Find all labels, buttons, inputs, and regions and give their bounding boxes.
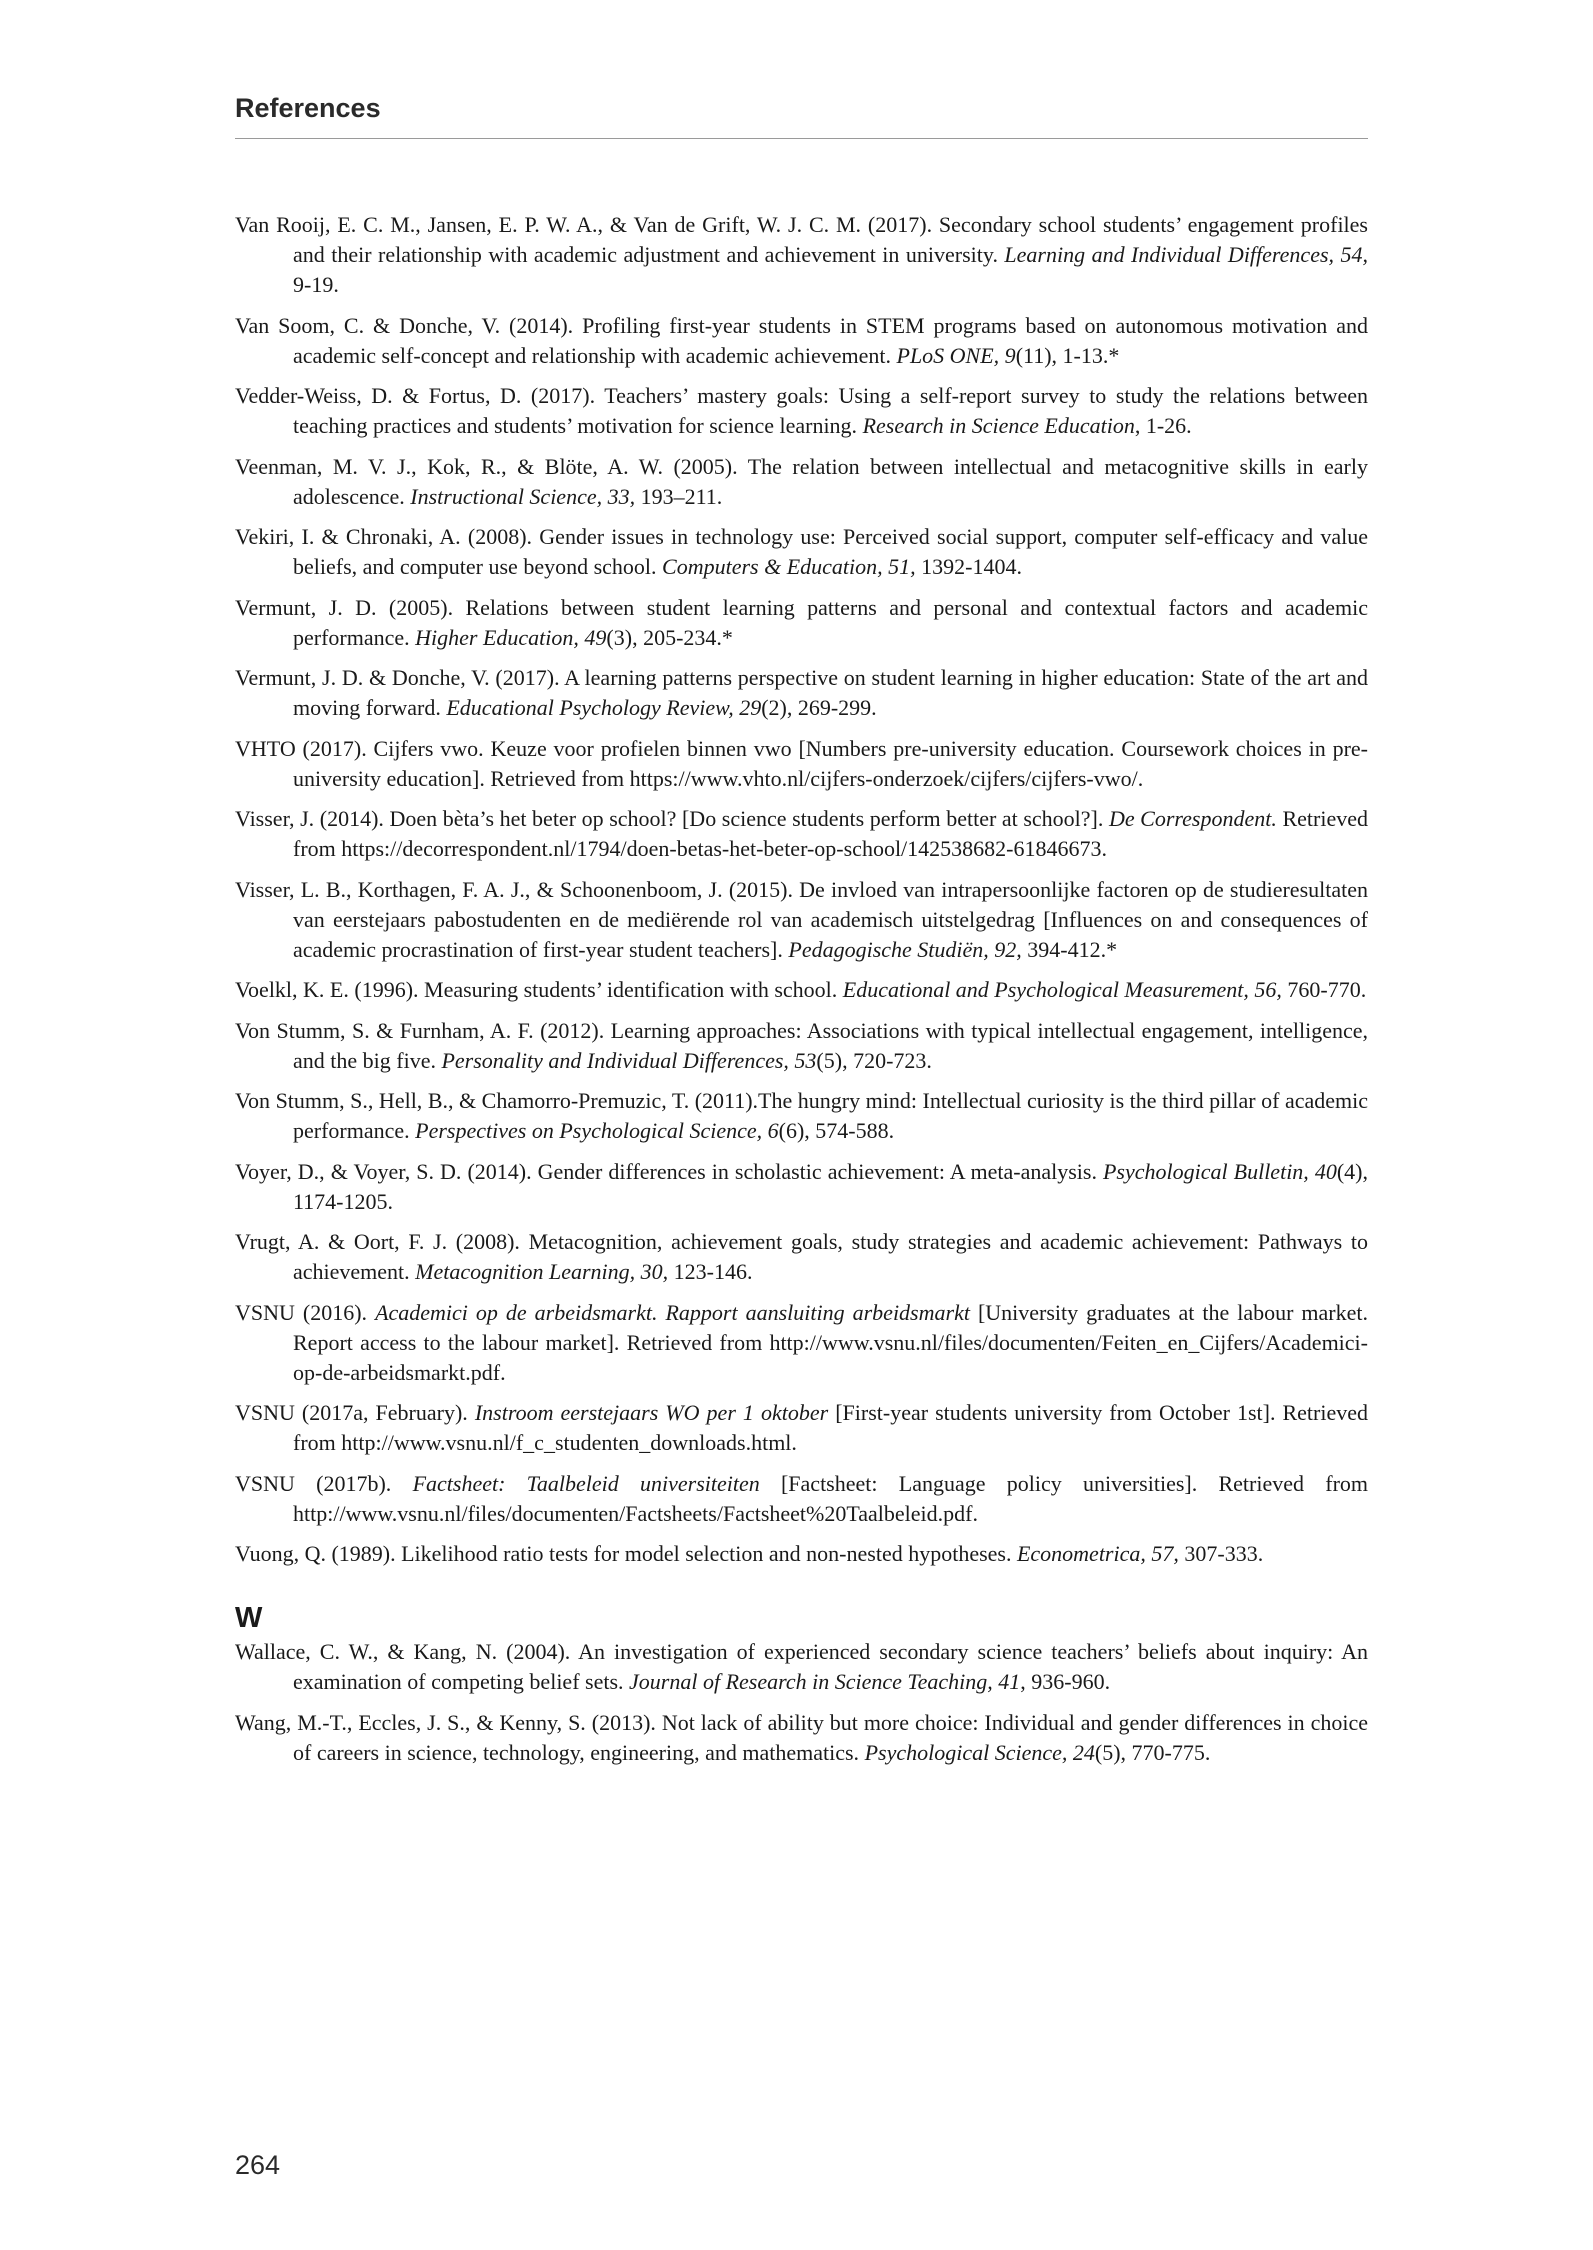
reference-text: (11), 1-13.* xyxy=(1015,342,1120,368)
reference-text: VSNU (2017a, February). xyxy=(235,1400,475,1425)
reference-source-title: Journal of Research in Science Teaching, 41 xyxy=(629,1669,1021,1694)
reference-source-title: Educational and Psychological Measurement, 56, xyxy=(842,977,1282,1002)
reference-text: 123-146. xyxy=(668,1259,753,1284)
page-number: 264 xyxy=(235,2150,281,2180)
reference-entry xyxy=(235,593,1368,653)
reference-entry xyxy=(235,1398,1368,1458)
reference-entry xyxy=(235,734,1368,794)
reference-text: Van Rooij, E. C. M., Jansen, E. P. W. A., & Van de Grift, W. J. C. M. (2017). Secondary school students’ engagement profiles and their relationship with academic adjustment and achievement in university. xyxy=(235,212,1368,267)
reference-text: Vermunt, J. D. (2005). Relations between student learning patterns and personal and contextual factors and academic performance. xyxy=(235,594,1368,650)
reference-text: Wang, M.-T., Eccles, J. S., & Kenny, S. (2013). Not lack of ability but more choice: Individual and gender differences in choice of careers in science, technology, engineering, and mathematics. xyxy=(235,1709,1368,1765)
reference-text: Van Soom, C. & Donche, V. (2014). Profiling first-year students in STEM programs based on autonomous motivation and academic self-concept and relationship with academic achievement. xyxy=(235,312,1368,368)
reference-text: Von Stumm, S., Hell, B., & Chamorro-Premuzic, T. (2011).The hungry mind: Intellectual curiosity is the third pillar of academic performance. xyxy=(235,1088,1368,1143)
reference-entry xyxy=(235,1637,1368,1697)
running-head-title: References xyxy=(235,93,381,123)
reference-text: (6), 574-588. xyxy=(778,1118,895,1143)
reference-entry xyxy=(235,663,1368,723)
reference-list xyxy=(235,210,1368,1778)
reference-entry xyxy=(235,1086,1368,1146)
reference-entry xyxy=(235,1016,1368,1076)
reference-text: 193–211. xyxy=(635,483,723,509)
reference-text: , 936-960. xyxy=(1020,1669,1111,1694)
reference-text: [First-year students university from October 1st]. Retrieved from http://www.vsnu.nl/f_c_studenten_downloads.html. xyxy=(293,1400,1368,1455)
reference-entry xyxy=(235,875,1368,965)
section-heading-w: W xyxy=(235,1602,263,1634)
reference-entry xyxy=(235,975,1368,1005)
reference-entry xyxy=(235,804,1368,864)
reference-text: Visser, J. (2014). Doen bèta’s het beter op school? [Do science students perform better at school?]. xyxy=(235,806,1109,831)
reference-text: VSNU (2016). xyxy=(235,1299,376,1325)
reference-text: 1392-1404. xyxy=(915,554,1022,579)
reference-source-title: Personality and Individual Differences, 53 xyxy=(441,1047,817,1073)
reference-text: , 1-26. xyxy=(1134,413,1192,438)
reference-source-title: Learning and Individual Differences, 54, xyxy=(1004,242,1368,267)
reference-text: (3), 205-234.* xyxy=(606,624,733,650)
reference-text: Vuong, Q. (1989). Likelihood ratio tests for model selection and non-nested hypotheses. xyxy=(235,1541,1017,1566)
reference-source-title: De Correspondent. xyxy=(1108,806,1277,831)
reference-source-title: Perspectives on Psychological Science, 6 xyxy=(415,1118,779,1143)
references-w-section xyxy=(235,1637,1368,1768)
reference-text: VHTO (2017). Cijfers vwo. Keuze voor profielen binnen vwo [Numbers pre-university education. Coursework choices in pre-university education]. Retrieved from https://www.vhto.nl/cijfers-onderzoek/cijfers/cijfers-vwo/. xyxy=(235,735,1368,791)
reference-text: (2), 269-299. xyxy=(761,695,877,720)
reference-source-title: Instroom eerstejaars WO per 1 oktober xyxy=(474,1400,829,1425)
header-divider xyxy=(235,138,1368,139)
reference-text: 394-412.* xyxy=(1021,936,1118,962)
reference-text: Vrugt, A. & Oort, F. J. (2008). Metacognition, achievement goals, study strategies and academic achievement: Pathways to achievement. xyxy=(235,1229,1368,1284)
reference-source-title: Psychological Science, 24 xyxy=(864,1739,1095,1765)
reference-text: [Factsheet: Language policy universities]. Retrieved from http://www.vsnu.nl/files/documenten/Factsheets/Factsheet%20Taalbeleid.pdf. xyxy=(293,1470,1369,1526)
reference-source-title: Research in Science Education xyxy=(862,413,1135,438)
reference-source-title: Metacognition Learning, 30, xyxy=(415,1259,669,1284)
reference-entry xyxy=(235,1539,1368,1569)
reference-entry xyxy=(235,452,1368,512)
reference-entry xyxy=(235,522,1368,582)
reference-text: Vekiri, I. & Chronaki, A. (2008). Gender issues in technology use: Perceived social support, computer self-efficacy and value beliefs, and computer use beyond school. xyxy=(235,524,1368,579)
reference-text: (4), 1174-1205. xyxy=(293,1158,1368,1214)
reference-text: (5), 720-723. xyxy=(816,1047,932,1073)
reference-source-title: Computers & Education, 51, xyxy=(662,554,916,579)
reference-source-title: Econometrica, 57, xyxy=(1016,1541,1179,1566)
reference-text: VSNU (2017b). xyxy=(235,1470,413,1496)
reference-text: Vedder-Weiss, D. & Fortus, D. (2017). Teachers’ mastery goals: Using a self-report survey to study the relations between teaching practices and students’ motivation for science learning. xyxy=(235,383,1368,438)
reference-text: Von Stumm, S. & Furnham, A. F. (2012). Learning approaches: Associations with typical intellectual engagement, intelligence, and the big five. xyxy=(235,1017,1368,1073)
reference-source-title: Psychological Bulletin, 40 xyxy=(1102,1158,1337,1184)
reference-text: Vermunt, J. D. & Donche, V. (2017). A learning patterns perspective on student learning in higher education: State of the art and moving forward. xyxy=(235,665,1368,720)
reference-text: 307-333. xyxy=(1178,1541,1264,1566)
reference-source-title: Academici op de arbeidsmarkt. Rapport aansluiting arbeidsmarkt xyxy=(375,1299,970,1325)
reference-text: 9-19. xyxy=(293,272,339,297)
reference-entry xyxy=(235,1708,1368,1768)
reference-source-title: PLoS ONE, 9 xyxy=(896,342,1016,368)
reference-entry xyxy=(235,1298,1368,1388)
reference-source-title: Higher Education, 49 xyxy=(415,624,607,650)
reference-text: Wallace, C. W., & Kang, N. (2004). An investigation of experienced secondary science teachers’ beliefs about inquiry: An examination of competing belief sets. xyxy=(235,1639,1368,1694)
reference-text: [University graduates at the labour market. Report access to the labour market]. Retrieved from http://www.vsnu.nl/files/documenten/Feiten_en_Cijfers/Academici-op-de-arbeidsmarkt.pdf. xyxy=(293,1299,1368,1385)
reference-entry xyxy=(235,210,1368,300)
reference-entry xyxy=(235,381,1368,441)
reference-entry xyxy=(235,1469,1368,1529)
reference-source-title: Factsheet: Taalbeleid universiteiten xyxy=(412,1470,760,1496)
reference-source-title: Educational Psychology Review, 29 xyxy=(446,695,762,720)
reference-source-title: Instructional Science, 33, xyxy=(410,483,636,509)
reference-text: Visser, L. B., Korthagen, F. A. J., & Schoonenboom, J. (2015). De invloed van intrapersoonlijke factoren op de studieresultaten van eerstejaars pabostudenten en de mediërende rol van academisch uitstelgedrag [Influences on and consequences of academic procrastination of first-year student teachers]. xyxy=(235,876,1368,962)
reference-entry xyxy=(235,1227,1368,1287)
reference-text: 760-770. xyxy=(1281,977,1367,1002)
reference-entry xyxy=(235,311,1368,371)
reference-source-title: Pedagogische Studiën, 92, xyxy=(788,936,1022,962)
reference-text: Retrieved from https://decorrespondent.nl/1794/doen-betas-het-beter-op-school/142538682-61846673. xyxy=(293,806,1368,861)
reference-text: Veenman, M. V. J., Kok, R., & Blöte, A. W. (2005). The relation between intellectual and metacognitive skills in early adolescence. xyxy=(235,453,1368,509)
references-v-section xyxy=(235,210,1368,1569)
reference-text: Voelkl, K. E. (1996). Measuring students’ identification with school. xyxy=(235,977,843,1002)
reference-text: (5), 770-775. xyxy=(1094,1739,1211,1765)
reference-text: Voyer, D., & Voyer, S. D. (2014). Gender differences in scholastic achievement: A meta-analysis. xyxy=(235,1158,1103,1184)
reference-entry xyxy=(235,1157,1368,1217)
